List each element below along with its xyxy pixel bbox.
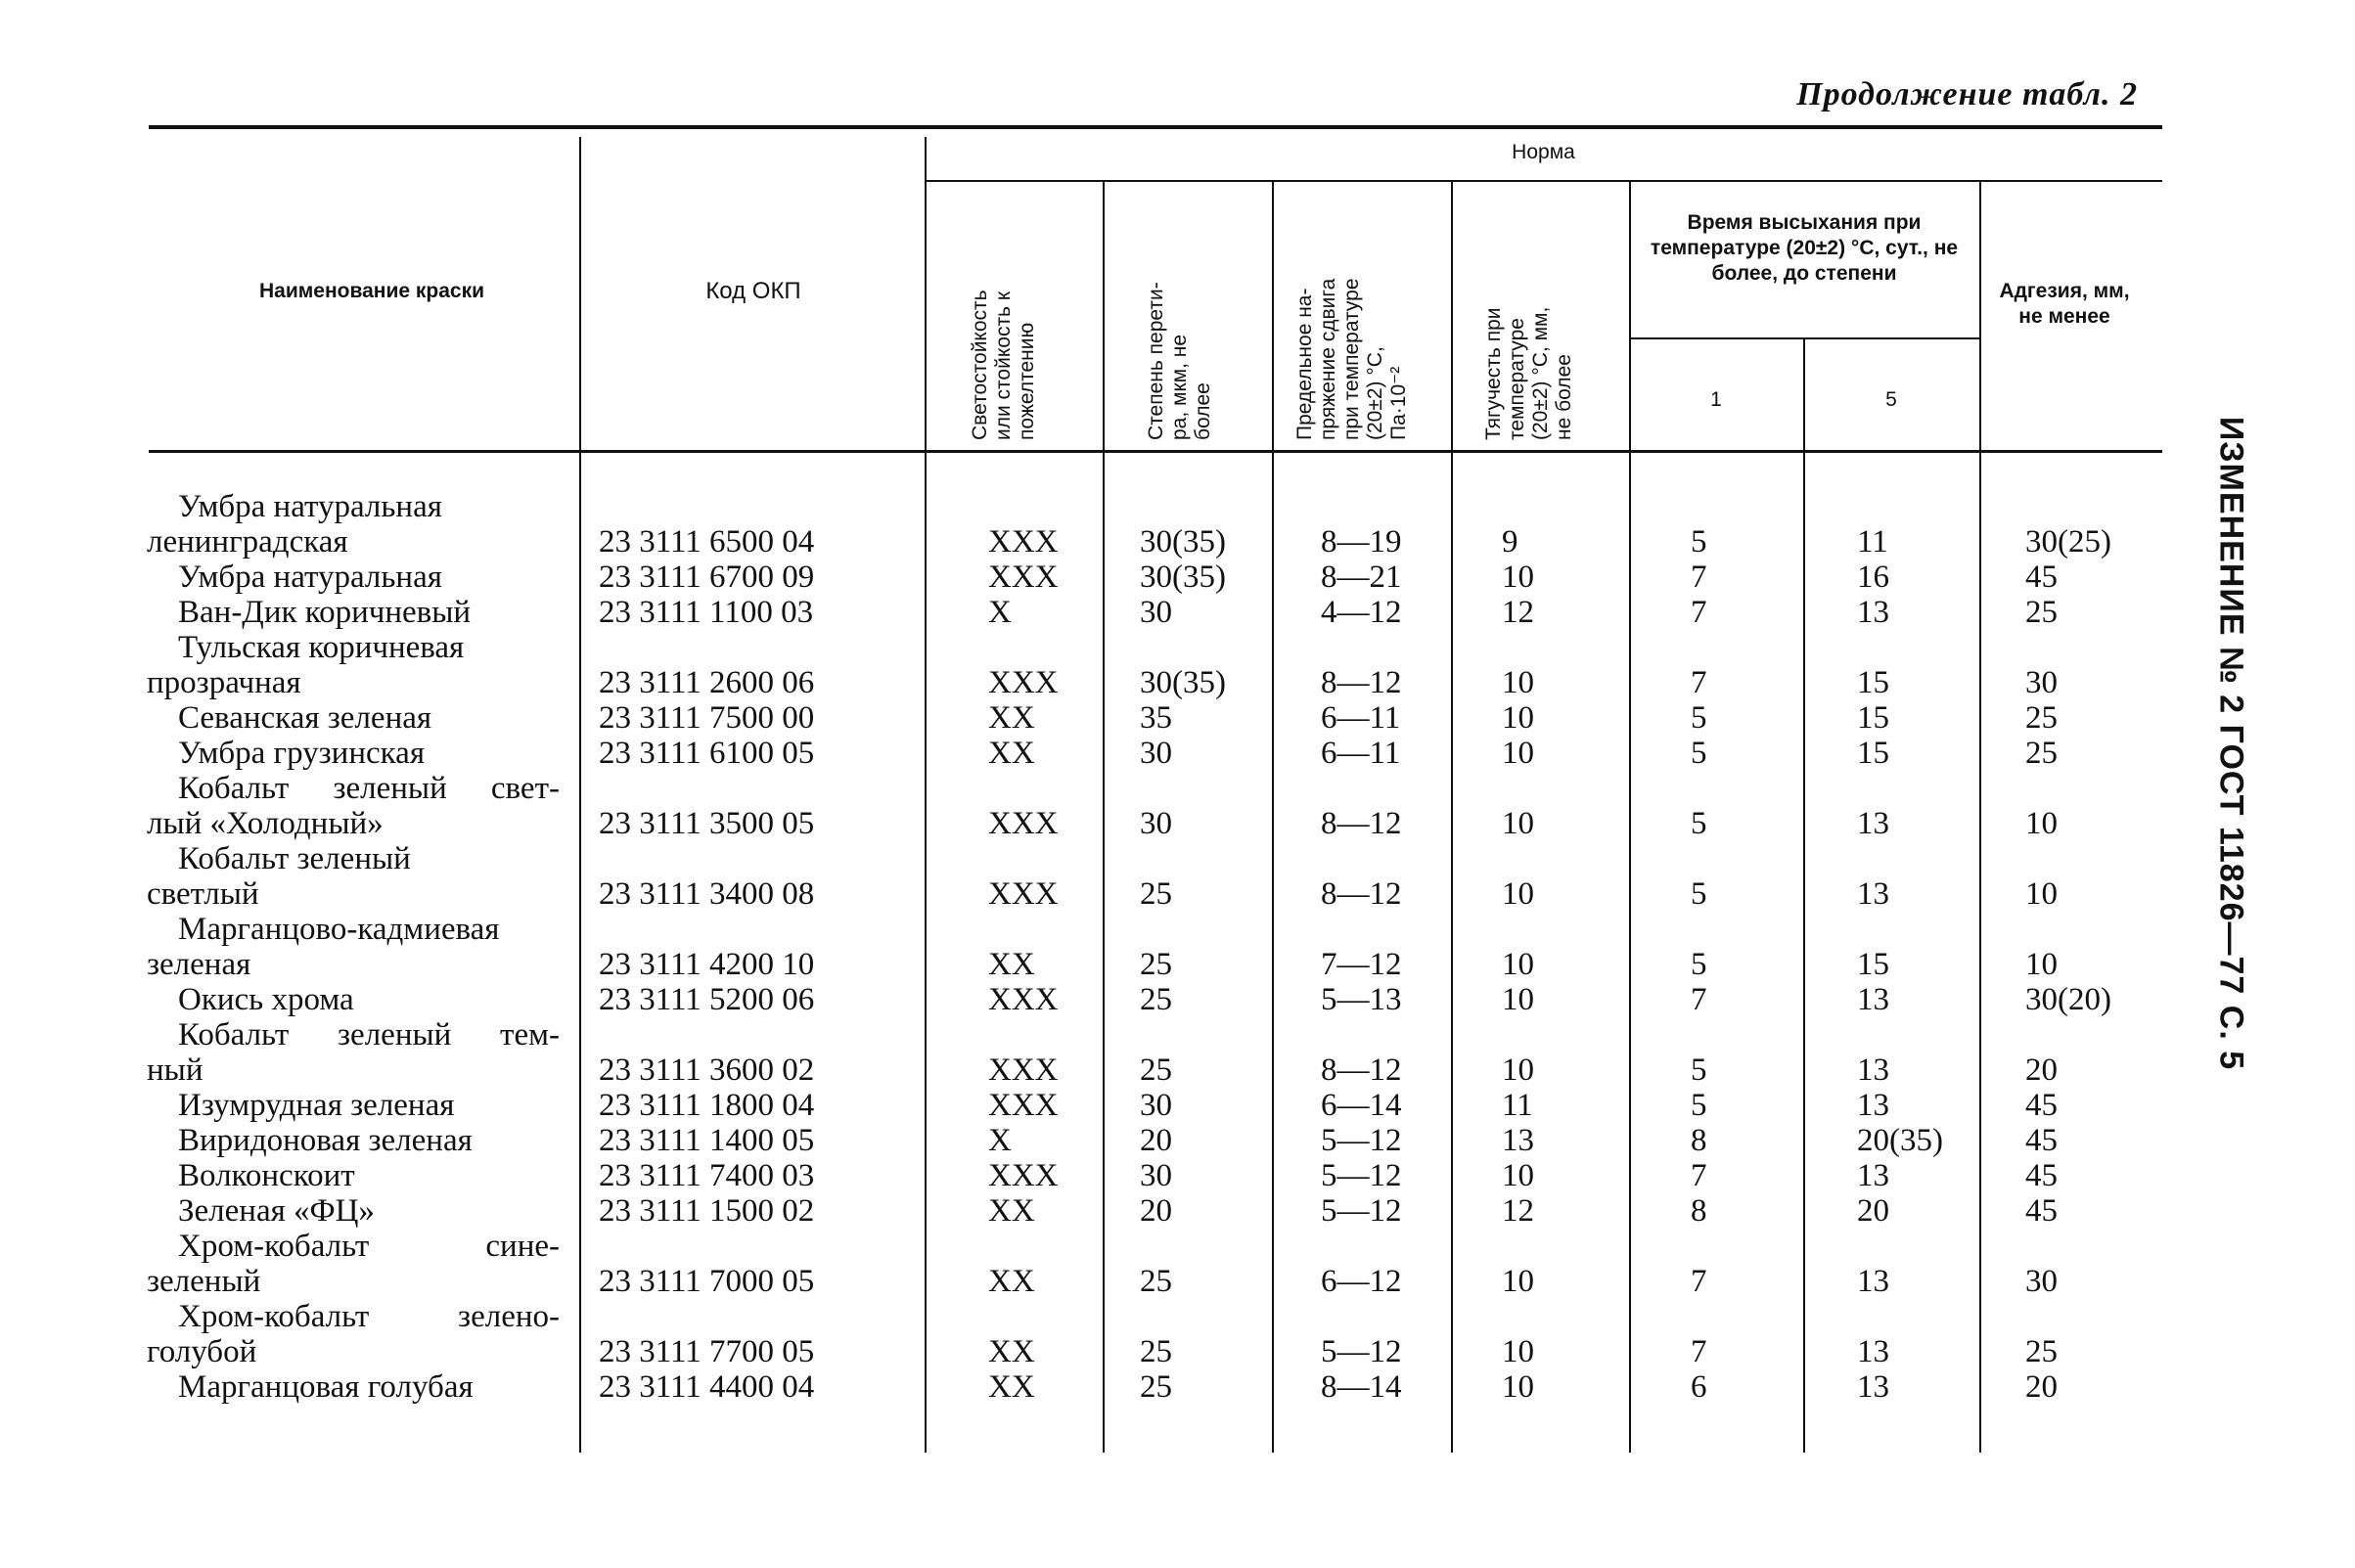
cell-grind: 25 (1140, 876, 1172, 912)
cell-drying-1: 5 (1691, 876, 1707, 912)
cell-adhesion: 45 (2025, 1088, 2058, 1123)
cell-shear: 5—13 (1321, 982, 1402, 1017)
cell-adhesion: 10 (2025, 876, 2058, 912)
cell-shear: 6—12 (1321, 1264, 1402, 1299)
cell-drying-1: 7 (1691, 1264, 1707, 1299)
cell-drying-5: 13 (1857, 595, 1889, 630)
cell-code: 23 3111 4200 10 (599, 947, 815, 982)
table-top-rule (149, 125, 2162, 129)
cell-adhesion: 30 (2025, 1264, 2058, 1299)
paint-name-line: Окись хрома (178, 982, 354, 1017)
cell-drying-5: 15 (1857, 947, 1889, 982)
cell-adhesion: 45 (2025, 1158, 2058, 1193)
cell-grind: 35 (1140, 700, 1172, 736)
cell-drying-5: 13 (1857, 806, 1889, 841)
cell-drying-5: 15 (1857, 736, 1889, 771)
cell-lightfastness: XXX (988, 1053, 1059, 1088)
cell-drying-1: 8 (1691, 1193, 1707, 1229)
cell-drying-1: 7 (1691, 560, 1707, 595)
column-divider (579, 137, 581, 1453)
cell-drying-1: 5 (1691, 806, 1707, 841)
cell-adhesion: 30(20) (2025, 982, 2111, 1017)
cell-adhesion: 20 (2025, 1053, 2058, 1088)
cell-stretch: 10 (1502, 806, 1534, 841)
cell-drying-1: 5 (1691, 1088, 1707, 1123)
cell-stretch: 10 (1502, 876, 1534, 912)
continuation-title: Продолжение табл. 2 (1796, 76, 2138, 112)
cell-grind: 25 (1140, 947, 1172, 982)
cell-drying-1: 5 (1691, 1053, 1707, 1088)
header-shear-stress: Предельное на- пряжение сдвига при температуре (20±2) °С, Па·10⁻² (1293, 278, 1410, 440)
paint-name-line: Марганцово-кадмиевая (178, 912, 500, 947)
cell-stretch: 10 (1502, 560, 1534, 595)
cell-drying-1: 8 (1691, 1123, 1707, 1158)
cell-lightfastness: X (988, 1123, 1012, 1158)
paint-name-line: Умбра натуральная (178, 489, 442, 524)
cell-code: 23 3111 1500 02 (599, 1193, 815, 1229)
cell-shear: 5—12 (1321, 1158, 1402, 1193)
paint-name-line: ленинградская (147, 524, 348, 560)
cell-grind: 20 (1140, 1193, 1172, 1229)
cell-drying-5: 15 (1857, 700, 1889, 736)
paint-name-line: Умбра грузинская (178, 736, 425, 771)
cell-lightfastness: XXX (988, 1158, 1059, 1193)
column-divider (1803, 337, 1805, 1453)
cell-stretch: 10 (1502, 947, 1534, 982)
cell-lightfastness: XXX (988, 806, 1059, 841)
cell-code: 23 3111 2600 06 (599, 665, 815, 700)
paint-name-line: ный (147, 1053, 204, 1088)
cell-shear: 8—12 (1321, 665, 1402, 700)
cell-stretch: 10 (1502, 736, 1534, 771)
paint-name-line: Изумрудная зеленая (178, 1088, 455, 1123)
paint-name-line: прозрачная (147, 665, 301, 700)
cell-stretch: 10 (1502, 1158, 1534, 1193)
paint-name-line: Волконскоит (178, 1158, 355, 1193)
cell-stretch: 12 (1502, 1193, 1534, 1229)
paint-name-line: Севанская зеленая (178, 700, 432, 736)
cell-code: 23 3111 3500 05 (599, 806, 815, 841)
cell-drying-5: 13 (1857, 1334, 1889, 1369)
cell-stretch: 12 (1502, 595, 1534, 630)
header-lightfastness: Светостойкость или стойкость к пожелтению (969, 290, 1038, 440)
cell-lightfastness: X (988, 595, 1012, 630)
cell-lightfastness: XXX (988, 665, 1059, 700)
cell-shear: 8—12 (1321, 806, 1402, 841)
header-name: Наименование краски (258, 280, 484, 302)
cell-drying-5: 16 (1857, 560, 1889, 595)
paint-name-line: Зеленая «ФЦ» (178, 1193, 375, 1229)
cell-adhesion: 25 (2025, 1334, 2058, 1369)
cell-adhesion: 30(25) (2025, 524, 2111, 560)
cell-adhesion: 25 (2025, 736, 2058, 771)
cell-stretch: 10 (1502, 1053, 1534, 1088)
cell-shear: 5—12 (1321, 1193, 1402, 1229)
column-divider (925, 137, 927, 1453)
column-divider (1272, 180, 1274, 1453)
cell-lightfastness: XXX (988, 982, 1059, 1017)
cell-drying-1: 5 (1691, 736, 1707, 771)
paint-name-line: голубой (147, 1334, 257, 1369)
cell-adhesion: 30 (2025, 665, 2058, 700)
cell-code: 23 3111 3600 02 (599, 1053, 815, 1088)
side-title (2201, 391, 2260, 1096)
cell-shear: 8—21 (1321, 560, 1402, 595)
cell-code: 23 3111 3400 08 (599, 876, 815, 912)
cell-drying-1: 7 (1691, 595, 1707, 630)
cell-stretch: 10 (1502, 1334, 1534, 1369)
paint-name-line: Кобальт зеленый (178, 841, 411, 876)
paint-name-line: Тульская коричневая (178, 630, 465, 665)
cell-grind: 25 (1140, 1264, 1172, 1299)
header-norm: Норма (1512, 141, 1575, 163)
paint-name-line: Виридоновая зеленая (178, 1123, 473, 1158)
paint-name-line: Марганцовая голубая (178, 1369, 474, 1405)
cell-grind: 25 (1140, 1053, 1172, 1088)
cell-drying-1: 7 (1691, 665, 1707, 700)
cell-shear: 5—12 (1321, 1334, 1402, 1369)
cell-lightfastness: XX (988, 1369, 1035, 1405)
cell-shear: 8—12 (1321, 1053, 1402, 1088)
paint-name-line: зеленый (147, 1264, 261, 1299)
cell-adhesion: 45 (2025, 1123, 2058, 1158)
cell-drying-5: 11 (1857, 524, 1888, 560)
cell-code: 23 3111 7400 03 (599, 1158, 815, 1193)
cell-drying-5: 20(35) (1857, 1123, 1943, 1158)
cell-drying-1: 5 (1691, 524, 1707, 560)
cell-stretch: 11 (1502, 1088, 1533, 1123)
cell-drying-5: 20 (1857, 1193, 1889, 1229)
paint-name-line: Хром-кобальт зелено- (178, 1299, 560, 1334)
cell-grind: 20 (1140, 1123, 1172, 1158)
cell-code: 23 3111 7500 00 (599, 700, 815, 736)
cell-stretch: 10 (1502, 1264, 1534, 1299)
cell-code: 23 3111 1400 05 (599, 1123, 815, 1158)
cell-grind: 30 (1140, 1088, 1172, 1123)
cell-lightfastness: XXX (988, 876, 1059, 912)
cell-drying-1: 5 (1691, 947, 1707, 982)
cell-drying-1: 6 (1691, 1369, 1707, 1405)
cell-adhesion: 20 (2025, 1369, 2058, 1405)
cell-grind: 30 (1140, 1158, 1172, 1193)
cell-shear: 8—12 (1321, 876, 1402, 912)
cell-adhesion: 45 (2025, 1193, 2058, 1229)
cell-lightfastness: XXX (988, 1088, 1059, 1123)
cell-code: 23 3111 7700 05 (599, 1334, 815, 1369)
cell-drying-1: 7 (1691, 1158, 1707, 1193)
cell-shear: 8—19 (1321, 524, 1402, 560)
cell-stretch: 13 (1502, 1123, 1534, 1158)
header-code: Код ОКП (705, 278, 801, 304)
header-adhesion: Адгезия, мм, не менее (1999, 280, 2130, 328)
paint-name-line: лый «Холодный» (147, 806, 384, 841)
cell-shear: 6—11 (1321, 736, 1401, 771)
cell-grind: 25 (1140, 1369, 1172, 1405)
cell-adhesion: 10 (2025, 947, 2058, 982)
cell-adhesion: 25 (2025, 595, 2058, 630)
cell-lightfastness: XXX (988, 524, 1059, 560)
header-bottom-rule (149, 450, 2162, 453)
column-divider (1451, 180, 1453, 1453)
cell-grind: 30(35) (1140, 560, 1226, 595)
cell-adhesion: 25 (2025, 700, 2058, 736)
cell-stretch: 9 (1502, 524, 1518, 560)
cell-grind: 25 (1140, 982, 1172, 1017)
cell-lightfastness: XX (988, 700, 1035, 736)
cell-shear: 4—12 (1321, 595, 1402, 630)
cell-lightfastness: XX (988, 1264, 1035, 1299)
header-drying: Время высыхания при температуре (20±2) °С, сут., не более, до степени (1650, 211, 1959, 285)
cell-grind: 30 (1140, 736, 1172, 771)
cell-drying-1: 7 (1691, 1334, 1707, 1369)
cell-adhesion: 10 (2025, 806, 2058, 841)
paint-name-line: Ван-Дик коричневый (178, 595, 472, 630)
column-divider (1629, 180, 1631, 1453)
norm-rule (925, 180, 2162, 182)
paint-name-line: зеленая (147, 947, 251, 982)
cell-lightfastness: XXX (988, 560, 1059, 595)
cell-shear: 6—14 (1321, 1088, 1402, 1123)
cell-stretch: 10 (1502, 665, 1534, 700)
cell-drying-5: 13 (1857, 1053, 1889, 1088)
header-grind-degree: Степень перети- ра, мкм, не более (1145, 282, 1214, 440)
cell-drying-5: 13 (1857, 1369, 1889, 1405)
header-stretchability: Тягучесть при температуре (20±2) °С, мм, не более (1482, 306, 1575, 440)
cell-code: 23 3111 6100 05 (599, 736, 815, 771)
column-divider (1103, 180, 1105, 1453)
cell-drying-1: 7 (1691, 982, 1707, 1017)
cell-code: 23 3111 1100 03 (599, 595, 814, 630)
cell-shear: 8—14 (1321, 1369, 1402, 1405)
cell-drying-5: 13 (1857, 1088, 1889, 1123)
paint-name-line: Умбра натуральная (178, 560, 442, 595)
cell-shear: 7—12 (1321, 947, 1402, 982)
cell-lightfastness: XX (988, 1334, 1035, 1369)
cell-grind: 30(35) (1140, 524, 1226, 560)
paint-name-line: Хром-кобальт сине- (178, 1229, 560, 1264)
cell-stretch: 10 (1502, 982, 1534, 1017)
cell-code: 23 3111 1800 04 (599, 1088, 815, 1123)
cell-drying-5: 13 (1857, 876, 1889, 912)
cell-code: 23 3111 6500 04 (599, 524, 815, 560)
cell-stretch: 10 (1502, 700, 1534, 736)
cell-drying-1: 5 (1691, 700, 1707, 736)
cell-drying-5: 13 (1857, 982, 1889, 1017)
cell-lightfastness: XX (988, 736, 1035, 771)
cell-code: 23 3111 4400 04 (599, 1369, 815, 1405)
side-title-text: ИЗМЕНЕНИЕ № 2 ГОСТ 11826—77 С. 5 (2212, 416, 2250, 1071)
header-degree-5: 5 (1885, 388, 1897, 411)
cell-shear: 6—11 (1321, 700, 1401, 736)
header-degree-1: 1 (1710, 388, 1722, 411)
cell-drying-5: 15 (1857, 665, 1889, 700)
cell-shear: 5—12 (1321, 1123, 1402, 1158)
cell-grind: 25 (1140, 1334, 1172, 1369)
cell-grind: 30 (1140, 595, 1172, 630)
column-divider (1979, 180, 1981, 1453)
cell-lightfastness: XX (988, 1193, 1035, 1229)
cell-code: 23 3111 7000 05 (599, 1264, 815, 1299)
paint-name-line: светлый (147, 876, 259, 912)
paint-name-line: Кобальт зеленый свет- (178, 771, 560, 806)
cell-code: 23 3111 6700 09 (599, 560, 815, 595)
cell-adhesion: 45 (2025, 560, 2058, 595)
cell-grind: 30 (1140, 806, 1172, 841)
cell-code: 23 3111 5200 06 (599, 982, 815, 1017)
cell-drying-5: 13 (1857, 1264, 1889, 1299)
cell-stretch: 10 (1502, 1369, 1534, 1405)
cell-grind: 30(35) (1140, 665, 1226, 700)
cell-drying-5: 13 (1857, 1158, 1889, 1193)
paint-name-line: Кобальт зеленый тем- (178, 1017, 560, 1053)
cell-lightfastness: XX (988, 947, 1035, 982)
